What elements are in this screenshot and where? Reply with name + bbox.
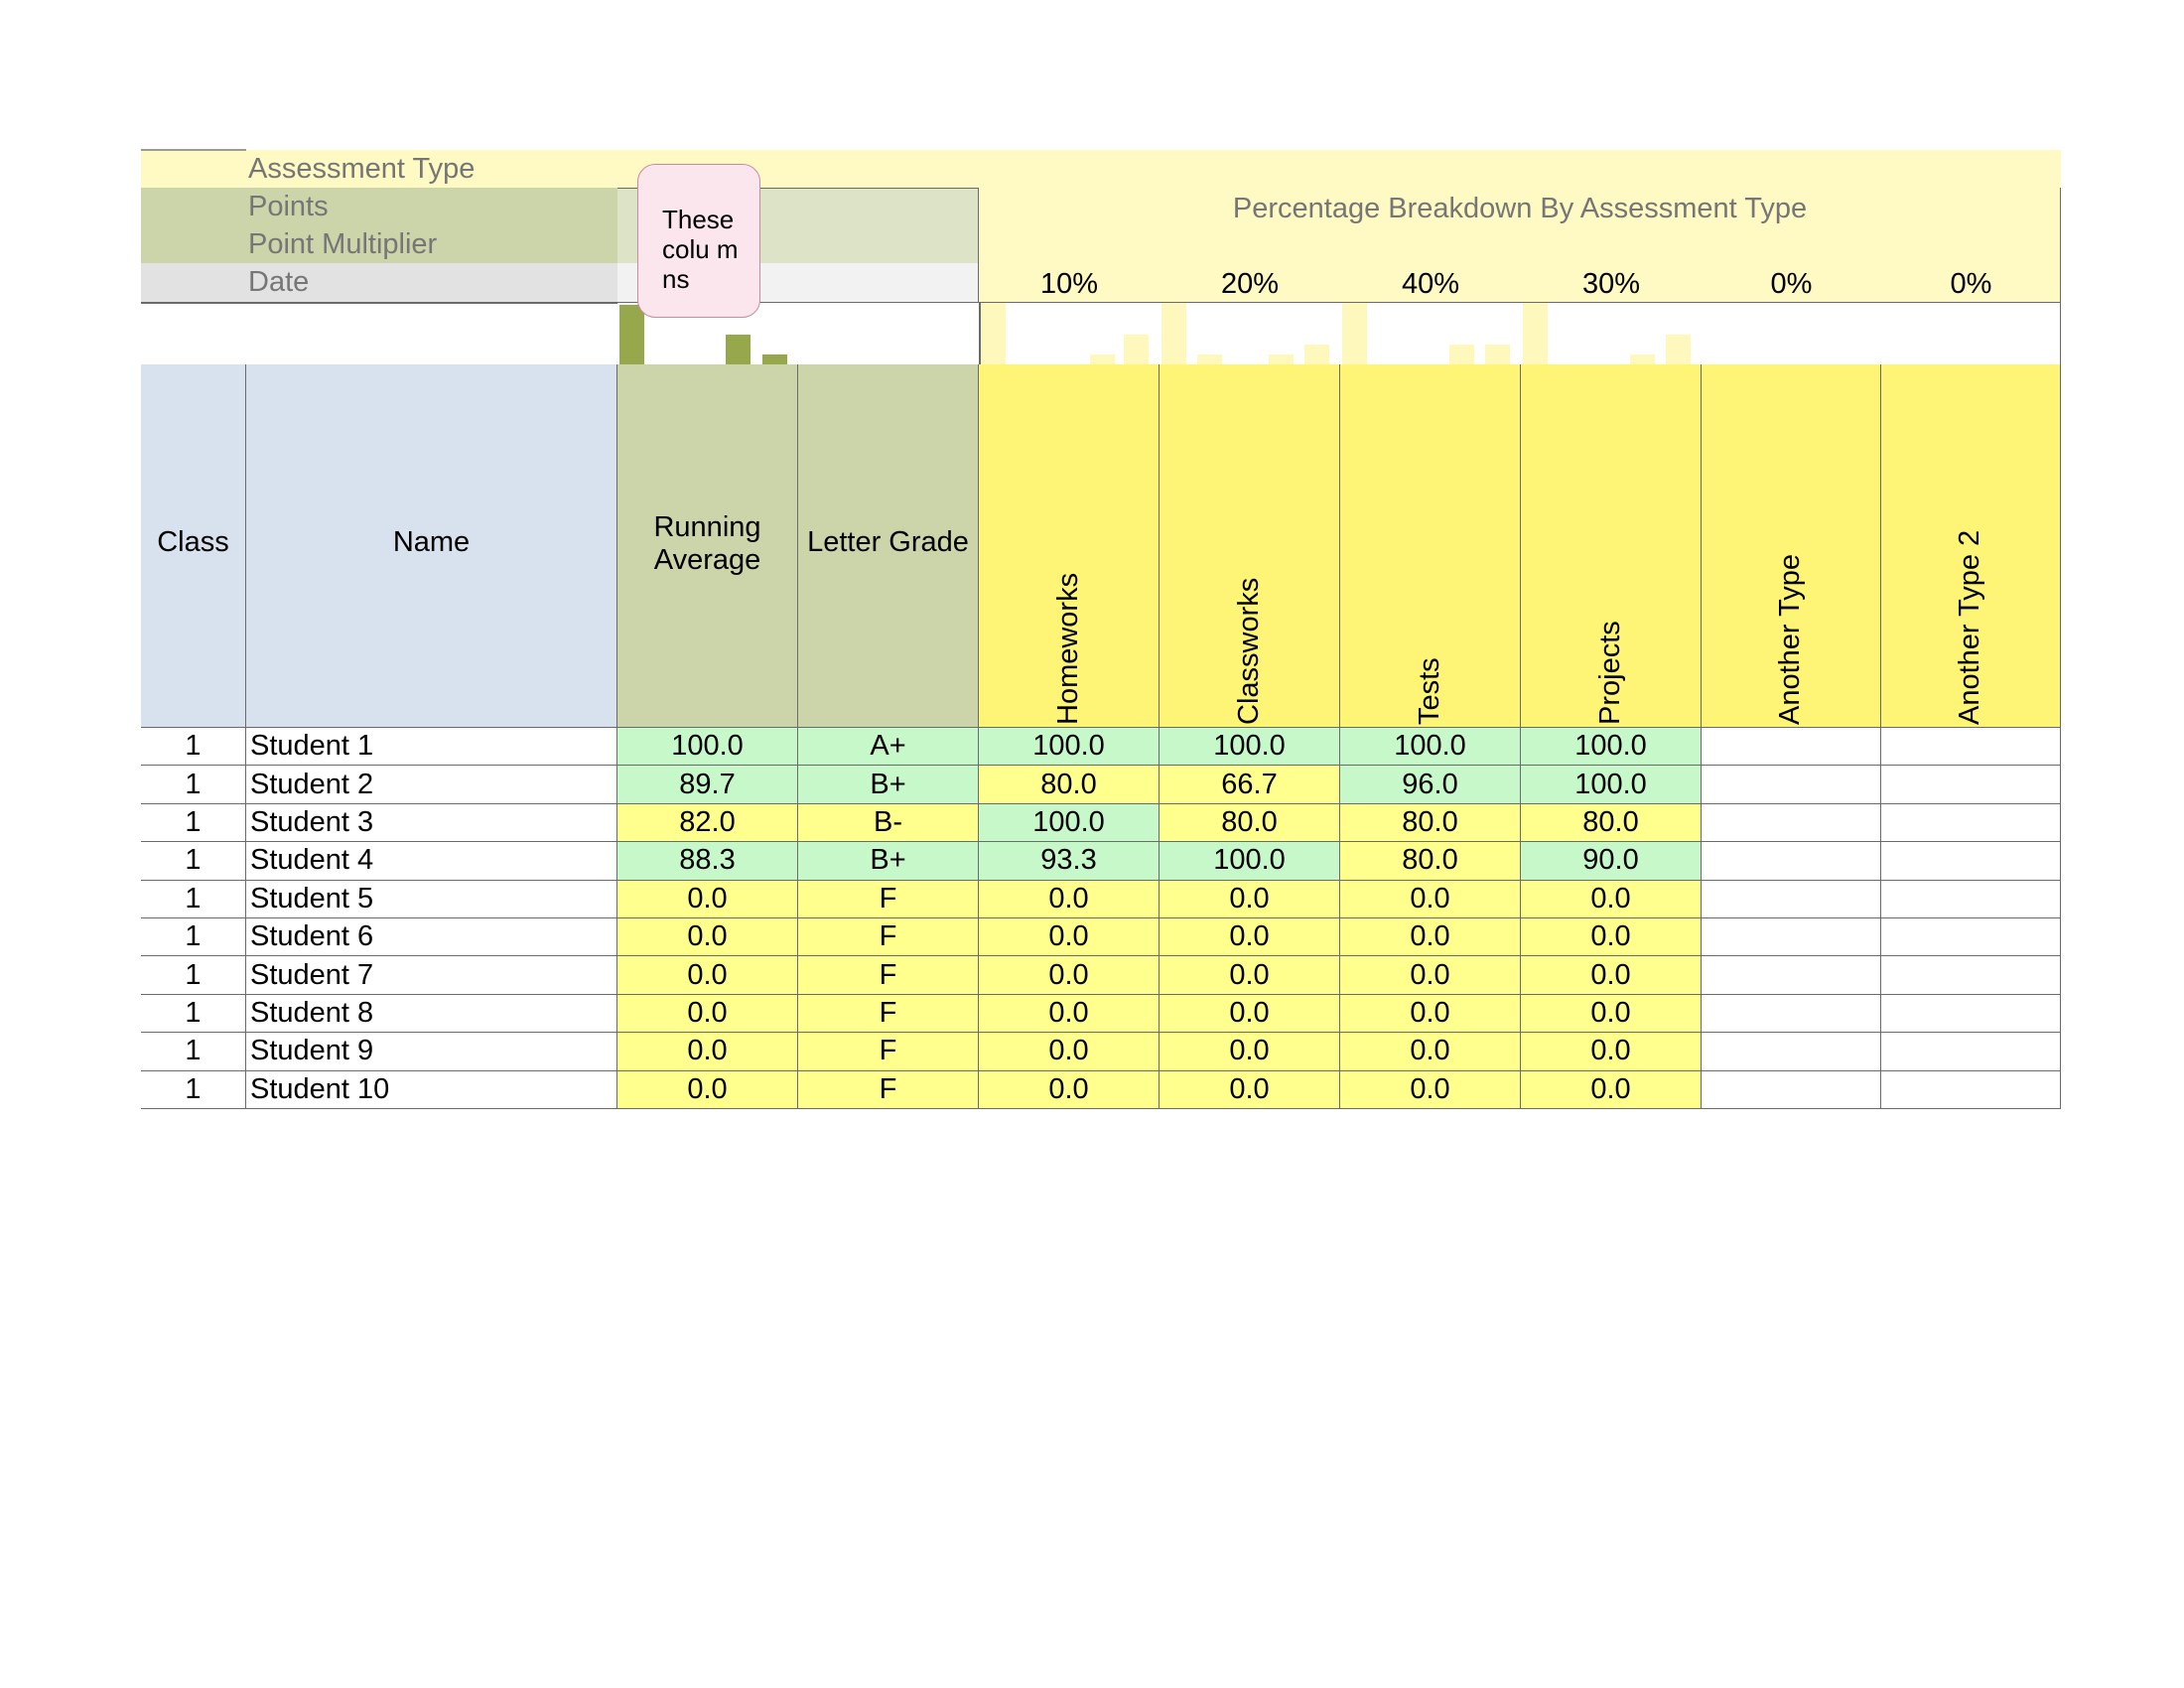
- score-cell[interactable]: 0.0: [979, 1033, 1160, 1070]
- sparkline-bar: [1304, 345, 1329, 364]
- header-type-label: Homeworks: [1051, 572, 1084, 725]
- header-type-4: [1521, 364, 1702, 728]
- score-cell[interactable]: 0.0: [1340, 995, 1521, 1033]
- class-cell[interactable]: 1: [141, 995, 246, 1033]
- breakdown-title: Percentage Breakdown By Assessment Type: [1232, 193, 1808, 224]
- letter-grade-cell[interactable]: F: [798, 956, 979, 994]
- header-letter-grade-label: Letter Grade: [807, 526, 969, 558]
- class-cell[interactable]: 1: [141, 881, 246, 918]
- score-cell[interactable]: [1702, 918, 1881, 956]
- class-cell[interactable]: 1: [141, 804, 246, 842]
- weight-2: 20%: [1220, 268, 1280, 300]
- score-cell[interactable]: [1702, 1071, 1881, 1109]
- score-cell[interactable]: 0.0: [1160, 1033, 1340, 1070]
- header-type-5: [1702, 364, 1881, 728]
- score-cell[interactable]: 0.0: [1521, 918, 1702, 956]
- score-cell[interactable]: 0.0: [1521, 956, 1702, 994]
- meta-left-border: [141, 302, 617, 304]
- date-label: Date: [248, 266, 310, 298]
- header-type-label: Another Type: [1774, 554, 1806, 725]
- score-cell[interactable]: 0.0: [1160, 881, 1340, 918]
- header-class-label: Class: [157, 526, 229, 558]
- header-class: [141, 364, 246, 728]
- name-cell[interactable]: Student 8: [246, 995, 617, 1033]
- running-average-cell[interactable]: 82.0: [617, 804, 798, 842]
- score-cell[interactable]: 100.0: [1340, 728, 1521, 766]
- header-running-average-label: Running Average: [653, 511, 761, 576]
- score-cell[interactable]: 100.0: [979, 804, 1160, 842]
- header-type-1: [979, 364, 1160, 728]
- score-cell[interactable]: 80.0: [1340, 804, 1521, 842]
- running-average-cell[interactable]: 0.0: [617, 1033, 798, 1070]
- running-average-cell[interactable]: 100.0: [617, 728, 798, 766]
- letter-grade-cell[interactable]: F: [798, 918, 979, 956]
- score-cell[interactable]: 0.0: [1340, 956, 1521, 994]
- comment-note[interactable]: [637, 164, 760, 318]
- score-cell[interactable]: 0.0: [1340, 1033, 1521, 1070]
- name-cell[interactable]: Student 10: [246, 1071, 617, 1109]
- score-cell[interactable]: [1881, 956, 2061, 994]
- letter-grade-cell[interactable]: B+: [798, 766, 979, 803]
- name-cell[interactable]: Student 3: [246, 804, 617, 842]
- weight-4: 30%: [1581, 268, 1641, 300]
- score-cell[interactable]: [1881, 728, 2061, 766]
- score-cell[interactable]: 100.0: [1521, 728, 1702, 766]
- header-type-label: Another Type 2: [1954, 529, 1985, 725]
- score-cell[interactable]: [1702, 995, 1881, 1033]
- sparkline-bar: [981, 303, 1006, 364]
- score-cell[interactable]: 96.0: [1340, 766, 1521, 803]
- score-cell[interactable]: 90.0: [1521, 842, 1702, 880]
- sparkline-bar: [1161, 303, 1186, 364]
- score-cell[interactable]: [1881, 918, 2061, 956]
- letter-grade-cell[interactable]: B-: [798, 804, 979, 842]
- score-cell[interactable]: [1702, 1033, 1881, 1070]
- class-cell[interactable]: 1: [141, 766, 246, 803]
- name-cell[interactable]: Student 7: [246, 956, 617, 994]
- header-type-label: Tests: [1413, 657, 1445, 725]
- sparkline-bar: [1449, 345, 1474, 364]
- date-band: [141, 263, 617, 303]
- sparkline-bar: [1124, 335, 1149, 364]
- score-cell[interactable]: [1881, 842, 2061, 880]
- class-cell[interactable]: 1: [141, 728, 246, 766]
- score-cell[interactable]: 0.0: [1340, 881, 1521, 918]
- running-average-cell[interactable]: 0.0: [617, 956, 798, 994]
- assessment-type-label: Assessment Type: [248, 153, 476, 185]
- name-cell[interactable]: Student 2: [246, 766, 617, 803]
- score-cell[interactable]: 0.0: [1521, 1071, 1702, 1109]
- running-average-cell[interactable]: 89.7: [617, 766, 798, 803]
- score-cell[interactable]: 0.0: [1340, 1071, 1521, 1109]
- letter-grade-cell[interactable]: B+: [798, 842, 979, 880]
- header-name: [246, 364, 617, 728]
- running-average-cell[interactable]: 0.0: [617, 1071, 798, 1109]
- score-cell[interactable]: 0.0: [1521, 881, 1702, 918]
- header-name-label: Name: [392, 526, 471, 558]
- score-cell[interactable]: 0.0: [979, 956, 1160, 994]
- class-cell[interactable]: 1: [141, 1071, 246, 1109]
- name-cell[interactable]: Student 4: [246, 842, 617, 880]
- sparkline-bar: [1485, 345, 1510, 364]
- letter-grade-cell[interactable]: A+: [798, 728, 979, 766]
- score-cell[interactable]: [1881, 1033, 2061, 1070]
- point-multiplier-label: Point Multiplier: [248, 228, 438, 260]
- sparkline-bar: [762, 354, 787, 364]
- score-cell[interactable]: 80.0: [979, 766, 1160, 803]
- header-letter-grade: [798, 364, 979, 728]
- sparkline-bar: [1666, 335, 1691, 364]
- class-cell[interactable]: 1: [141, 1033, 246, 1070]
- comment-note-text: These colu mns: [662, 205, 739, 294]
- running-average-cell[interactable]: 0.0: [617, 995, 798, 1033]
- score-cell[interactable]: [1702, 842, 1881, 880]
- score-cell[interactable]: [1881, 1071, 2061, 1109]
- score-cell[interactable]: 0.0: [979, 995, 1160, 1033]
- score-cell[interactable]: 0.0: [1160, 956, 1340, 994]
- weight-5: 0%: [1770, 268, 1813, 300]
- score-cell[interactable]: [1702, 956, 1881, 994]
- score-cell[interactable]: [1881, 995, 2061, 1033]
- letter-grade-cell[interactable]: F: [798, 995, 979, 1033]
- score-cell[interactable]: 0.0: [1160, 995, 1340, 1033]
- class-cell[interactable]: 1: [141, 842, 246, 880]
- header-type-6: [1881, 364, 2061, 728]
- score-cell[interactable]: 66.7: [1160, 766, 1340, 803]
- score-cell[interactable]: 80.0: [1160, 804, 1340, 842]
- class-cell[interactable]: 1: [141, 956, 246, 994]
- score-cell[interactable]: 0.0: [1160, 918, 1340, 956]
- score-cell[interactable]: 0.0: [1521, 1033, 1702, 1070]
- score-cell[interactable]: 0.0: [979, 881, 1160, 918]
- score-cell[interactable]: [1702, 766, 1881, 803]
- score-cell[interactable]: 0.0: [979, 1071, 1160, 1109]
- weight-1: 10%: [1039, 268, 1099, 300]
- score-cell[interactable]: [1881, 804, 2061, 842]
- name-cell[interactable]: Student 9: [246, 1033, 617, 1070]
- score-cell[interactable]: [1881, 766, 2061, 803]
- score-cell[interactable]: 0.0: [1521, 995, 1702, 1033]
- running-average-cell[interactable]: 88.3: [617, 842, 798, 880]
- score-cell[interactable]: 0.0: [1340, 918, 1521, 956]
- points-label: Points: [248, 191, 329, 222]
- class-cell[interactable]: 1: [141, 918, 246, 956]
- score-cell[interactable]: 100.0: [1521, 766, 1702, 803]
- name-cell[interactable]: Student 1: [246, 728, 617, 766]
- header-type-label: Projects: [1593, 621, 1626, 725]
- sparkline-bar: [1269, 354, 1294, 364]
- header-type-label: Classworks: [1232, 577, 1265, 725]
- weight-3: 40%: [1401, 268, 1460, 300]
- sparkline-bar: [1523, 303, 1548, 364]
- sparkline-row: [617, 303, 2061, 364]
- letter-grade-cell[interactable]: F: [798, 1071, 979, 1109]
- weight-6: 0%: [1950, 268, 1992, 300]
- name-cell[interactable]: Student 6: [246, 918, 617, 956]
- sparkline-bar: [1630, 354, 1655, 364]
- sparkline-bar: [1342, 303, 1367, 364]
- name-cell[interactable]: Student 5: [246, 881, 617, 918]
- score-cell[interactable]: 0.0: [1160, 1071, 1340, 1109]
- score-cell[interactable]: 80.0: [1340, 842, 1521, 880]
- score-cell[interactable]: [1702, 804, 1881, 842]
- sparkline-bar: [1197, 354, 1222, 364]
- score-cell[interactable]: [1881, 881, 2061, 918]
- header-type-2: [1160, 364, 1340, 728]
- score-cell[interactable]: 0.0: [979, 918, 1160, 956]
- sparkline-bar: [1090, 354, 1115, 364]
- score-cell[interactable]: 100.0: [979, 728, 1160, 766]
- score-cell[interactable]: 80.0: [1521, 804, 1702, 842]
- letter-grade-cell[interactable]: F: [798, 1033, 979, 1070]
- header-running-average: [617, 364, 798, 728]
- score-cell[interactable]: 93.3: [979, 842, 1160, 880]
- sparkline-bar: [619, 305, 644, 364]
- sparkline-bar: [726, 335, 751, 364]
- letter-grade-cell[interactable]: F: [798, 881, 979, 918]
- score-cell[interactable]: [1702, 881, 1881, 918]
- score-cell[interactable]: 100.0: [1160, 842, 1340, 880]
- header-type-3: [1340, 364, 1521, 728]
- score-cell[interactable]: [1702, 728, 1881, 766]
- meta-divider: [141, 149, 246, 151]
- running-average-cell[interactable]: 0.0: [617, 918, 798, 956]
- score-cell[interactable]: 100.0: [1160, 728, 1340, 766]
- running-average-cell[interactable]: 0.0: [617, 881, 798, 918]
